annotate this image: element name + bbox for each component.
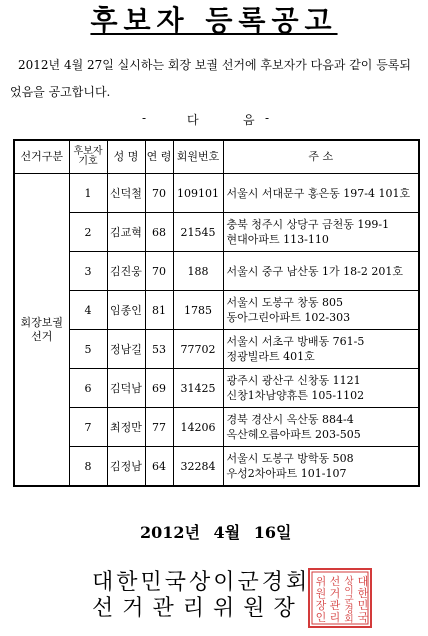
cell-member-no: 109101 [173,174,223,213]
cell-name: 최정만 [107,408,145,447]
seal-char: 위 [315,575,327,588]
cell-name: 김정남 [107,447,145,487]
cell-address [223,330,419,369]
header-address: 주 소 [223,140,419,174]
address-line-1: 충북 청주시 상당구 금천동 199-1 [226,218,390,231]
seal-char: 경 [344,604,354,616]
cell-name: 신덕철 [107,174,145,213]
table-row [14,408,419,447]
address-line-1: 서울시 중구 남산동 1가 18-2 201호 [226,264,403,278]
seal-char: 인 [315,611,327,624]
seal-char: 대 [357,575,369,588]
address-line-2: 정광빌라트 401호 [226,350,315,363]
seal-char: 국 [357,611,369,624]
marker-dash-right: - [265,111,270,125]
cell-address [223,369,419,408]
address-line-2: 신창1차남양휴튼 105-1102 [226,389,365,402]
table-row [14,447,419,487]
marker-eum: 음 [243,113,255,127]
cell-age: 70 [145,174,173,213]
cell-number: 2 [69,213,107,252]
issuer-org: 대한민국상이군경회 [92,570,311,595]
seal-char: 민 [357,599,369,612]
table-row [14,291,419,330]
table-row [14,369,419,408]
cell-name: 임종인 [107,291,145,330]
announcement-date: 2012년 4월 16일 [140,523,292,542]
table-header-row [14,140,419,174]
seal-char: 장 [315,599,327,612]
seal-char: 거 [329,587,341,600]
address-line-1: 경북 경산시 옥산동 884-4 [226,413,354,426]
cell-number: 3 [69,252,107,291]
cell-age: 70 [145,252,173,291]
cell-address [223,252,419,291]
address-line-1: 서울시 도봉구 창동 805 [226,296,343,309]
cell-address [223,174,419,213]
cell-name: 김진웅 [107,252,145,291]
header-number: 후보자 기호 [69,140,107,174]
cell-address [223,447,419,487]
cell-member-no: 14206 [173,408,223,447]
page-title: 후보자 등록공고 [90,4,338,37]
cell-number: 6 [69,369,107,408]
candidate-table [13,139,420,487]
header-category: 선거구분 [14,140,69,174]
cell-member-no: 32284 [173,447,223,487]
seal-char: 선 [329,575,341,588]
cell-member-no: 31425 [173,369,223,408]
cell-age: 53 [145,330,173,369]
table-row [14,213,419,252]
category-cell: 회장보궐 선거 [14,174,69,487]
table-row [14,252,419,291]
list-marker [0,111,428,127]
header-age: 연 령 [145,140,173,174]
cell-number: 1 [69,174,107,213]
header-member-no: 회원번호 [173,140,223,174]
seal-char: 상 [344,575,354,587]
intro-paragraph: 2012년 4월 27일 실시하는 회장 보궐 선거에 후보자가 다음과 같이 등록되었음을 공고합니다. [10,58,411,99]
address-line-1: 광주시 광산구 신창동 1121 [226,374,361,387]
cell-age: 69 [145,369,173,408]
issuer-title: 선거관리위원장 [92,596,304,621]
cell-age: 81 [145,291,173,330]
cell-name: 김교혁 [107,213,145,252]
cell-address [223,408,419,447]
cell-number: 8 [69,447,107,487]
seal-char: 회 [344,614,354,626]
seal-char: 한 [357,587,369,600]
seal-char: 원 [315,587,327,600]
address-line-1: 서울시 도봉구 방학동 508 [226,452,354,465]
cell-age: 64 [145,447,173,487]
cell-age: 77 [145,408,173,447]
address-line-2: 현대아파트 113-110 [226,233,329,246]
cell-member-no: 1785 [173,291,223,330]
table-row [14,330,419,369]
issuer [92,570,332,622]
official-seal-icon [307,567,373,629]
seal-char: 이 [344,585,354,597]
seal-char: 군 [344,595,354,606]
cell-number: 5 [69,330,107,369]
cell-name: 김덕남 [107,369,145,408]
cell-name: 정남길 [107,330,145,369]
cell-address [223,213,419,252]
cell-number: 4 [69,291,107,330]
address-line-2: 우성2차아파트 101-107 [226,467,347,480]
address-line-1: 서울시 서초구 방배동 761-5 [226,335,365,348]
address-line-1: 서울시 서대문구 홍은동 197-4 101호 [226,186,411,200]
marker-dash-left: - [142,111,147,125]
seal-char: 리 [329,611,341,624]
cell-number: 7 [69,408,107,447]
cell-age: 68 [145,213,173,252]
header-name: 성 명 [107,140,145,174]
cell-member-no: 21545 [173,213,223,252]
address-line-2: 옥산헤오름아파트 203-505 [226,428,361,441]
table-row [14,174,419,213]
seal-char: 관 [329,599,341,612]
cell-member-no: 188 [173,252,223,291]
address-line-2: 동아그린아파트 102-303 [226,311,351,324]
cell-address [223,291,419,330]
cell-member-no: 77702 [173,330,223,369]
marker-da: 다 [187,113,199,127]
